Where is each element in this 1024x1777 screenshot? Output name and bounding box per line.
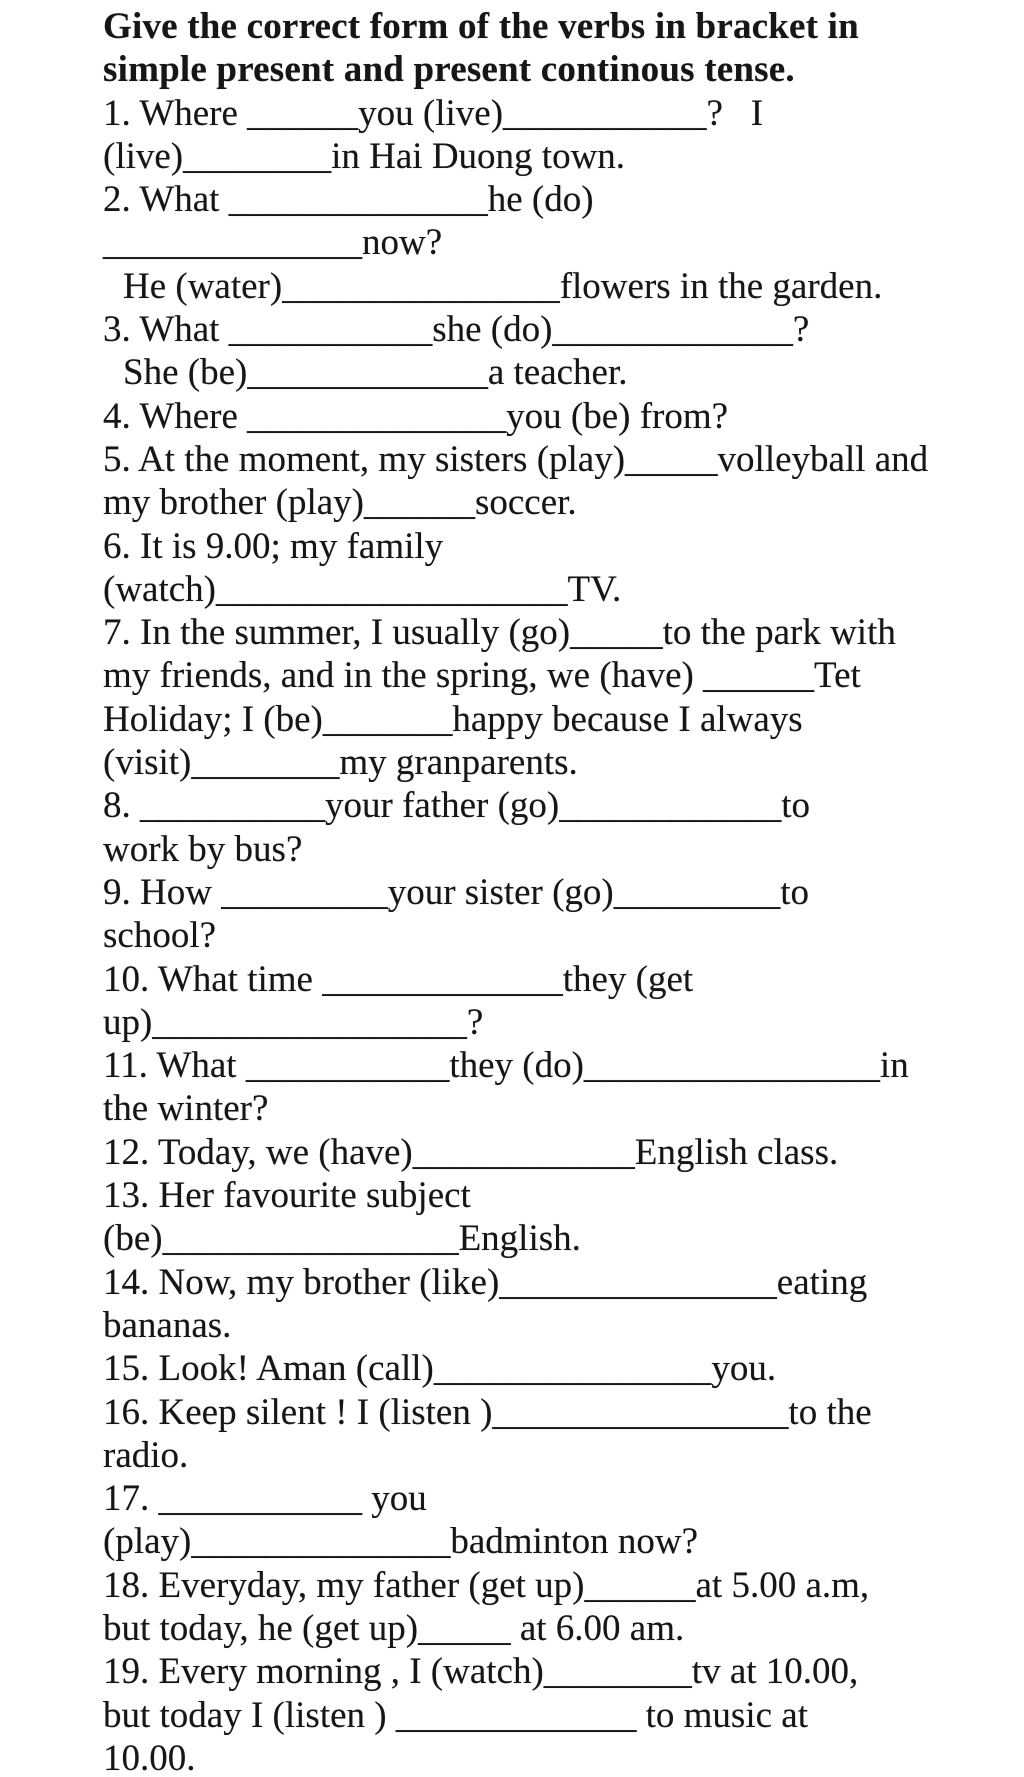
worksheet-line: 17. ___________ you — [103, 1478, 427, 1520]
worksheet-line: 7. In the summer, I usually (go)_____to the park with — [103, 612, 896, 654]
title-line: Give the correct form of the verbs in bracket in — [103, 6, 859, 47]
worksheet-line: 10.00. — [103, 1737, 196, 1777]
worksheet-line: 16. Keep silent ! I (listen )________________to the — [103, 1391, 872, 1433]
worksheet-line: but today I (listen ) _____________ to music at — [103, 1694, 808, 1736]
worksheet-line: work by bus? — [103, 828, 303, 870]
worksheet-line: 2. What ______________he (do) — [103, 179, 594, 221]
worksheet-line: but today, he (get up)_____ at 6.00 am. — [103, 1607, 685, 1649]
worksheet-line: 3. What ___________she (do)_____________? — [103, 309, 810, 351]
worksheet-line: 5. At the moment, my sisters (play)_____volleyball and — [103, 438, 929, 480]
worksheet-line: 19. Every morning , I (watch)________tv at 10.00, — [103, 1651, 859, 1693]
worksheet-line: 8. __________your father (go)____________to — [103, 785, 811, 827]
worksheet-line: 12. Today, we (have)____________English class. — [103, 1131, 839, 1173]
worksheet-line: up)_________________? — [103, 1001, 484, 1043]
worksheet-line: bananas. — [103, 1304, 232, 1346]
worksheet-line: She (be)_____________a teacher. — [123, 352, 628, 394]
worksheet-line: 10. What time _____________they (get — [103, 958, 694, 1000]
worksheet-line: Holiday; I (be)_______happy because I always — [103, 698, 803, 740]
title-line: simple present and present continous tense. — [103, 49, 795, 91]
worksheet-line: my friends, and in the spring, we (have) ______Tet — [103, 655, 861, 697]
worksheet-line: 4. Where ______________you (be) from? — [103, 395, 729, 437]
worksheet-line: school? — [103, 915, 217, 957]
worksheet-body — [103, 92, 998, 1777]
worksheet-line: 13. Her favourite subject — [103, 1175, 471, 1217]
worksheet-line: (be)________________English. — [103, 1218, 581, 1260]
worksheet-title — [103, 5, 998, 92]
worksheet-line: radio. — [103, 1434, 189, 1476]
worksheet-line: (watch)___________________TV. — [103, 568, 622, 610]
worksheet-line: ______________now? — [103, 222, 443, 264]
worksheet-line: my brother (play)______soccer. — [103, 482, 577, 524]
worksheet-line: He (water)_______________flowers in the garden. — [123, 265, 883, 307]
worksheet-line: (live)________in Hai Duong town. — [103, 135, 626, 177]
worksheet-line: 1. Where ______you (live)___________? I — [103, 92, 764, 134]
worksheet-line: 9. How _________your sister (go)_________to — [103, 871, 810, 913]
worksheet-line: 18. Everyday, my father (get up)______at 5.00 a.m, — [103, 1564, 870, 1606]
worksheet-line: (play)______________badminton now? — [103, 1521, 698, 1563]
worksheet-line: 14. Now, my brother (like)_______________eating — [103, 1261, 868, 1303]
worksheet-line: 6. It is 9.00; my family — [103, 525, 444, 567]
worksheet-line: (visit)________my granparents. — [103, 742, 578, 784]
worksheet-line: 11. What ___________they (do)________________in — [103, 1045, 909, 1087]
worksheet-line: the winter? — [103, 1088, 269, 1130]
worksheet-line: 15. Look! Aman (call)_______________you. — [103, 1348, 777, 1390]
